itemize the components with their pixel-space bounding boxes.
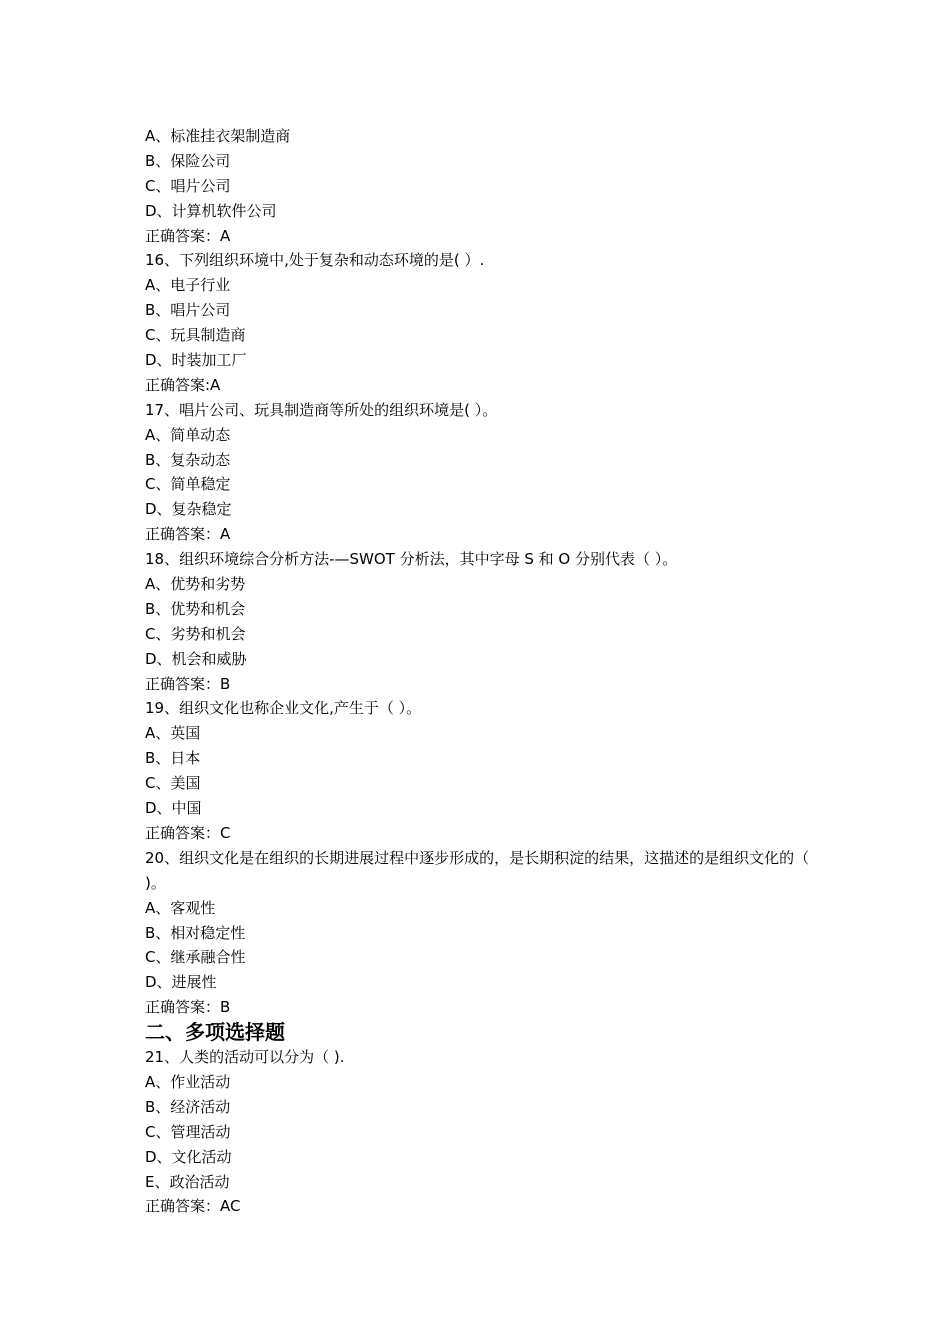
question-20: 20、组织文化是在组织的长期进展过程中逐步形成的，是长期积淀的结果，这描述的是组织文化的（ )。 xyxy=(145,848,810,892)
questions-block-1 xyxy=(145,124,815,846)
option-line: C、唱片公司 xyxy=(145,176,231,195)
answer-line: 正确答案：A xyxy=(145,226,231,245)
question-17: 17、唱片公司、玩具制造商等所处的组织环境是( ）。 xyxy=(145,400,498,419)
option-line: B、保险公司 xyxy=(145,151,231,170)
questions-block-3 xyxy=(145,1045,815,1219)
option-line: A、优势和劣势 xyxy=(145,575,246,594)
option-line: A、简单动态 xyxy=(145,425,231,444)
answer-line: 正确答案：AC xyxy=(145,1197,241,1216)
answer-line: 正确答案：B xyxy=(145,998,231,1017)
option-line: D、文化活动 xyxy=(145,1147,232,1166)
option-line: A、客观性 xyxy=(145,898,216,917)
option-line: C、玩具制造商 xyxy=(145,326,246,345)
option-line: C、美国 xyxy=(145,774,201,793)
answer-line: 正确答案：A xyxy=(145,525,231,544)
option-line: D、复杂稳定 xyxy=(145,500,232,519)
answer-line: 正确答案:A xyxy=(145,375,221,394)
question-21: 21、人类的活动可以分为（ ). xyxy=(145,1048,345,1067)
question-18: 18、组织环境综合分析方法-—SWOT 分析法，其中字母 S 和 O 分别代表（ ）。 xyxy=(145,550,678,569)
option-line: D、进展性 xyxy=(145,973,217,992)
section-heading: 二、多项选择题 xyxy=(145,1020,285,1045)
option-line: B、优势和机会 xyxy=(145,599,246,618)
option-line: A、英国 xyxy=(145,724,201,743)
answer-line: 正确答案：C xyxy=(145,823,231,842)
option-line: D、机会和威胁 xyxy=(145,649,247,668)
option-line: A、电子行业 xyxy=(145,276,231,295)
option-line: E、政治活动 xyxy=(145,1172,230,1191)
questions-block-2 xyxy=(145,896,815,1020)
option-line: C、管理活动 xyxy=(145,1122,231,1141)
option-line: D、中国 xyxy=(145,799,202,818)
option-line: B、经济活动 xyxy=(145,1097,231,1116)
option-line: B、相对稳定性 xyxy=(145,923,246,942)
option-line: C、劣势和机会 xyxy=(145,624,246,643)
question-19: 19、组织文化也称企业文化,产生于（ ）。 xyxy=(145,699,422,718)
option-line: C、继承融合性 xyxy=(145,948,246,967)
option-line: D、时装加工厂 xyxy=(145,351,247,370)
option-line: A、作业活动 xyxy=(145,1072,231,1091)
document-page xyxy=(145,124,815,1219)
answer-line: 正确答案：B xyxy=(145,674,231,693)
option-line: B、日本 xyxy=(145,749,201,768)
option-line: C、简单稳定 xyxy=(145,475,231,494)
option-line: D、计算机软件公司 xyxy=(145,201,277,220)
option-line: B、唱片公司 xyxy=(145,301,231,320)
option-line: B、复杂动态 xyxy=(145,450,231,469)
question-16: 16、下列组织环境中,处于复杂和动态环境的是( ）. xyxy=(145,251,485,270)
option-line: A、标准挂衣架制造商 xyxy=(145,127,291,145)
